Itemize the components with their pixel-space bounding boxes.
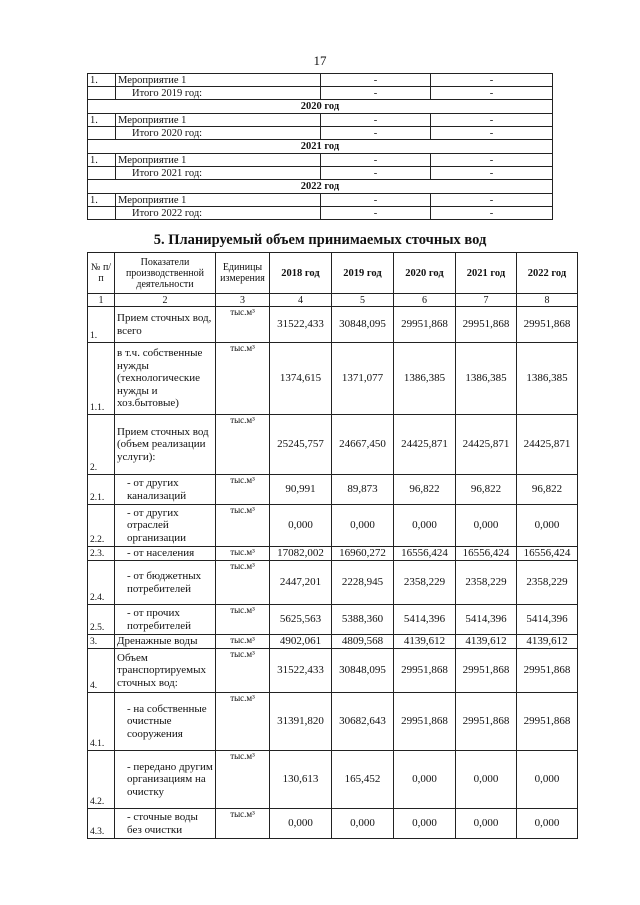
total-num-cell xyxy=(88,127,116,140)
unit: тыс.м³ xyxy=(216,693,270,751)
column-number-row xyxy=(88,294,578,307)
value-cell: 130,613 xyxy=(270,751,332,809)
value-cell: 17082,002 xyxy=(270,547,332,561)
row-number: 3. xyxy=(88,635,115,649)
header-num: № п/п xyxy=(88,253,115,294)
measure-name: Мероприятие 1 xyxy=(116,194,321,207)
row-number: 2. xyxy=(88,415,115,475)
measure-num: 1. xyxy=(88,114,116,127)
value-cell: 2228,945 xyxy=(332,561,394,605)
total-value: - xyxy=(431,127,553,140)
value-cell: 29951,868 xyxy=(517,693,578,751)
row-number: 4.1. xyxy=(88,693,115,751)
measure-value: - xyxy=(321,114,431,127)
value-cell: 90,991 xyxy=(270,475,332,505)
value-cell: 0,000 xyxy=(332,809,394,839)
indicator-name: Прием сточных вод (объем реализации услуги): xyxy=(115,415,216,475)
measure-value: - xyxy=(321,154,431,167)
row-number: 4. xyxy=(88,649,115,693)
value-cell: 31522,433 xyxy=(270,307,332,343)
page-number: 17 xyxy=(313,53,327,68)
indicator-name: - сточные воды без очистки xyxy=(115,809,216,839)
header-year: 2022 год xyxy=(517,253,578,294)
value-cell: 16960,272 xyxy=(332,547,394,561)
indicator-name: - от прочих потребителей xyxy=(115,605,216,635)
value-cell: 30848,095 xyxy=(332,649,394,693)
value-cell: 2447,201 xyxy=(270,561,332,605)
value-cell: 0,000 xyxy=(456,751,517,809)
value-cell: 1371,077 xyxy=(332,343,394,415)
value-cell: 2358,229 xyxy=(517,561,578,605)
year-label: 2021 год xyxy=(88,140,553,154)
indicator-row xyxy=(88,605,578,635)
header-row xyxy=(88,253,578,294)
total-row xyxy=(88,87,553,100)
value-cell: 0,000 xyxy=(394,505,456,547)
value-cell: 24425,871 xyxy=(517,415,578,475)
column-number: 5 xyxy=(332,294,394,307)
indicator-name: Прием сточных вод, всего xyxy=(115,307,216,343)
indicator-row xyxy=(88,343,578,415)
value-cell: 30682,643 xyxy=(332,693,394,751)
measure-value: - xyxy=(431,194,553,207)
indicator-row xyxy=(88,547,578,561)
value-cell: 0,000 xyxy=(456,809,517,839)
measure-name: Мероприятие 1 xyxy=(116,74,321,87)
value-cell: 1386,385 xyxy=(517,343,578,415)
value-cell: 24667,450 xyxy=(332,415,394,475)
value-cell: 4139,612 xyxy=(517,635,578,649)
header-year: 2019 год xyxy=(332,253,394,294)
measure-value: - xyxy=(431,74,553,87)
indicator-name: Дренажные воды xyxy=(115,635,216,649)
value-cell: 29951,868 xyxy=(394,649,456,693)
total-row xyxy=(88,167,553,180)
indicator-name: - от других отраслей организации xyxy=(115,505,216,547)
row-number: 4.2. xyxy=(88,751,115,809)
total-value: - xyxy=(321,167,431,180)
measure-value: - xyxy=(431,114,553,127)
measure-value: - xyxy=(321,194,431,207)
unit: тыс.м³ xyxy=(216,343,270,415)
row-number: 2.3. xyxy=(88,547,115,561)
section-title: 5. Планируемый объем принимаемых сточных вод xyxy=(153,232,487,248)
value-cell: 29951,868 xyxy=(517,307,578,343)
measure-num: 1. xyxy=(88,154,116,167)
value-cell: 29951,868 xyxy=(394,307,456,343)
year-label: 2020 год xyxy=(88,100,553,114)
value-cell: 5625,563 xyxy=(270,605,332,635)
column-number: 6 xyxy=(394,294,456,307)
indicator-name: - от населения xyxy=(115,547,216,561)
row-number: 2.1. xyxy=(88,475,115,505)
value-cell: 5388,360 xyxy=(332,605,394,635)
indicator-row xyxy=(88,415,578,475)
total-label: Итого 2019 год: xyxy=(116,87,321,100)
indicator-row xyxy=(88,307,578,343)
indicator-row xyxy=(88,635,578,649)
value-cell: 29951,868 xyxy=(517,649,578,693)
measure-row xyxy=(88,114,553,127)
total-row xyxy=(88,207,553,220)
value-cell: 1374,615 xyxy=(270,343,332,415)
indicator-row xyxy=(88,751,578,809)
header-year: 2021 год xyxy=(456,253,517,294)
measure-value: - xyxy=(321,74,431,87)
measure-row xyxy=(88,194,553,207)
value-cell: 96,822 xyxy=(456,475,517,505)
total-label: Итого 2021 год: xyxy=(116,167,321,180)
value-cell: 2358,229 xyxy=(456,561,517,605)
value-cell: 5414,396 xyxy=(394,605,456,635)
unit: тыс.м³ xyxy=(216,505,270,547)
header-year: 2020 год xyxy=(394,253,456,294)
unit: тыс.м³ xyxy=(216,475,270,505)
value-cell: 1386,385 xyxy=(394,343,456,415)
unit: тыс.м³ xyxy=(216,561,270,605)
row-number: 1.1. xyxy=(88,343,115,415)
measure-row xyxy=(88,74,553,87)
year-header-row xyxy=(88,140,553,154)
value-cell: 4139,612 xyxy=(394,635,456,649)
unit: тыс.м³ xyxy=(216,809,270,839)
value-cell: 0,000 xyxy=(332,505,394,547)
value-cell: 96,822 xyxy=(394,475,456,505)
unit: тыс.м³ xyxy=(216,547,270,561)
total-label: Итого 2022 год: xyxy=(116,207,321,220)
total-value: - xyxy=(321,127,431,140)
total-value: - xyxy=(431,167,553,180)
unit: тыс.м³ xyxy=(216,635,270,649)
row-number: 2.2. xyxy=(88,505,115,547)
total-value: - xyxy=(321,207,431,220)
value-cell: 89,873 xyxy=(332,475,394,505)
indicator-row xyxy=(88,809,578,839)
indicator-name: - от бюджетных потребителей xyxy=(115,561,216,605)
total-num-cell xyxy=(88,87,116,100)
value-cell: 24425,871 xyxy=(394,415,456,475)
total-value: - xyxy=(431,87,553,100)
row-number: 2.4. xyxy=(88,561,115,605)
total-row xyxy=(88,127,553,140)
value-cell: 5414,396 xyxy=(456,605,517,635)
column-number: 1 xyxy=(88,294,115,307)
value-cell: 29951,868 xyxy=(456,307,517,343)
value-cell: 0,000 xyxy=(394,751,456,809)
value-cell: 0,000 xyxy=(270,809,332,839)
value-cell: 0,000 xyxy=(517,809,578,839)
indicator-row xyxy=(88,561,578,605)
total-value: - xyxy=(321,87,431,100)
indicator-row xyxy=(88,693,578,751)
unit: тыс.м³ xyxy=(216,649,270,693)
row-number: 4.3. xyxy=(88,809,115,839)
measure-name: Мероприятие 1 xyxy=(116,154,321,167)
indicator-name: - на собственные очистные сооружения xyxy=(115,693,216,751)
value-cell: 5414,396 xyxy=(517,605,578,635)
measures-table xyxy=(87,73,553,220)
value-cell: 30848,095 xyxy=(332,307,394,343)
unit: тыс.м³ xyxy=(216,751,270,809)
value-cell: 31391,820 xyxy=(270,693,332,751)
column-number: 2 xyxy=(115,294,216,307)
value-cell: 4139,612 xyxy=(456,635,517,649)
unit: тыс.м³ xyxy=(216,415,270,475)
measure-name: Мероприятие 1 xyxy=(116,114,321,127)
value-cell: 96,822 xyxy=(517,475,578,505)
value-cell: 0,000 xyxy=(270,505,332,547)
value-cell: 4902,061 xyxy=(270,635,332,649)
value-cell: 31522,433 xyxy=(270,649,332,693)
indicator-name: в т.ч. собственные нужды (технологические нужды и хоз.бытовые) xyxy=(115,343,216,415)
indicator-name: Объем транспортируемых сточных вод: xyxy=(115,649,216,693)
unit: тыс.м³ xyxy=(216,307,270,343)
value-cell: 1386,385 xyxy=(456,343,517,415)
column-number: 8 xyxy=(517,294,578,307)
column-number: 7 xyxy=(456,294,517,307)
value-cell: 4809,568 xyxy=(332,635,394,649)
total-value: - xyxy=(431,207,553,220)
value-cell: 0,000 xyxy=(517,505,578,547)
row-number: 1. xyxy=(88,307,115,343)
value-cell: 24425,871 xyxy=(456,415,517,475)
value-cell: 2358,229 xyxy=(394,561,456,605)
total-num-cell xyxy=(88,207,116,220)
row-number: 2.5. xyxy=(88,605,115,635)
header-year: 2018 год xyxy=(270,253,332,294)
wastewater-volume-table xyxy=(87,252,578,839)
value-cell: 16556,424 xyxy=(394,547,456,561)
total-num-cell xyxy=(88,167,116,180)
unit: тыс.м³ xyxy=(216,605,270,635)
header-unit: Единицы измерения xyxy=(216,253,270,294)
column-number: 4 xyxy=(270,294,332,307)
measure-num: 1. xyxy=(88,74,116,87)
value-cell: 0,000 xyxy=(456,505,517,547)
total-label: Итого 2020 год: xyxy=(116,127,321,140)
value-cell: 16556,424 xyxy=(456,547,517,561)
measure-num: 1. xyxy=(88,194,116,207)
value-cell: 25245,757 xyxy=(270,415,332,475)
measure-row xyxy=(88,154,553,167)
indicator-name: - передано другим организациям на очистку xyxy=(115,751,216,809)
value-cell: 16556,424 xyxy=(517,547,578,561)
indicator-name: - от других канализаций xyxy=(115,475,216,505)
year-header-row xyxy=(88,180,553,194)
year-label: 2022 год xyxy=(88,180,553,194)
indicator-row xyxy=(88,505,578,547)
value-cell: 165,452 xyxy=(332,751,394,809)
column-number: 3 xyxy=(216,294,270,307)
measure-value: - xyxy=(431,154,553,167)
indicator-row xyxy=(88,649,578,693)
header-name: Показатели производственной деятельности xyxy=(115,253,216,294)
value-cell: 0,000 xyxy=(517,751,578,809)
value-cell: 0,000 xyxy=(394,809,456,839)
year-header-row xyxy=(88,100,553,114)
value-cell: 29951,868 xyxy=(456,649,517,693)
value-cell: 29951,868 xyxy=(456,693,517,751)
value-cell: 29951,868 xyxy=(394,693,456,751)
indicator-row xyxy=(88,475,578,505)
